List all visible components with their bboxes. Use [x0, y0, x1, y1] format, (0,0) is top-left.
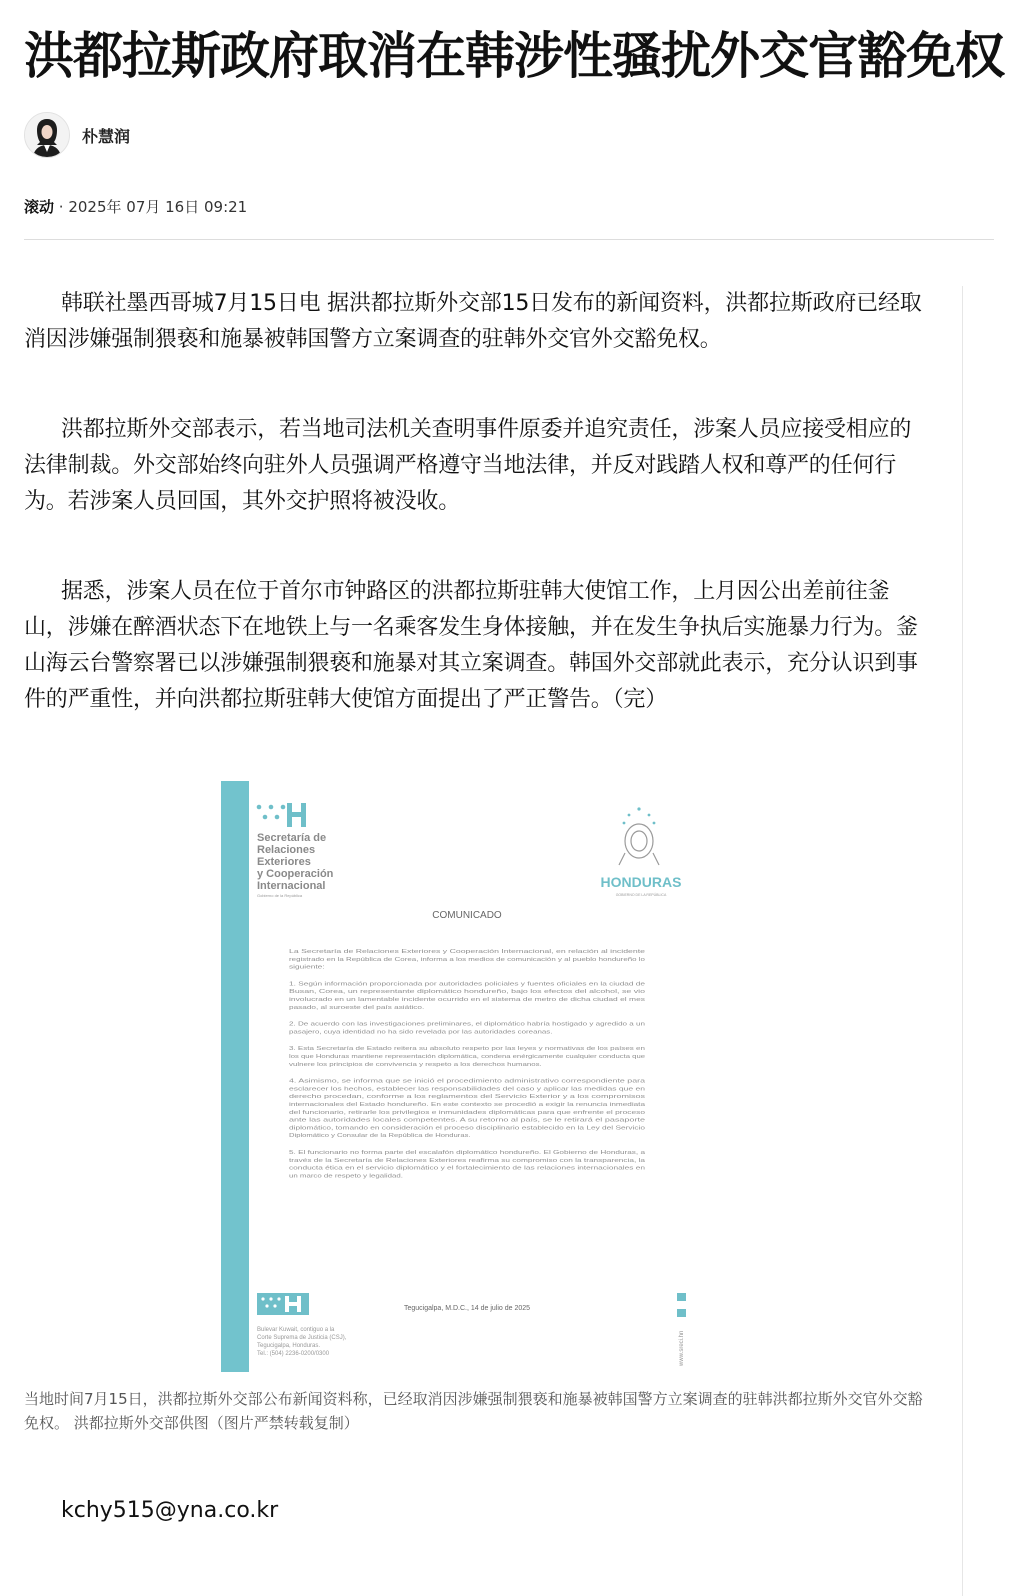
- communique-text-line: siguiente:: [289, 964, 326, 971]
- communique-text-line: involucrado en un lamentable incidente ocurrido en el sistema de metro de dicha ciudad el mes: [289, 997, 646, 1003]
- communique-title: COMUNICADO: [432, 910, 502, 921]
- article-body: [24, 286, 924, 772]
- communique-text-line: 2. De acuerdo con las investigaciones preliminares, el diplomático habría hostigado y agredido a un: [289, 1021, 645, 1028]
- communique-text-line: diplomático, tomando en consideración el proceso disciplinario establecido en la Ley del Servicio: [289, 1125, 645, 1132]
- communique-place-date: Tegucigalpa, M.D.C., 14 de julio de 2025: [403, 1305, 531, 1312]
- communique-text-line: del funcionario, retirarle los privilegios e inmunidades diplomáticas para que enfrente el proceso: [289, 1109, 645, 1116]
- communique-text-line: internacionales del Estado hondureño. En este contexto se procedió a exigir la renuncia inmediata: [289, 1102, 647, 1108]
- communique-text-line: 3. Esta Secretaría de Estado reitera su absoluto respeto por las leyes y normativas de los países en: [289, 1046, 645, 1053]
- article-meta: [24, 196, 247, 217]
- article-paragraph-1: 韩联社墨西哥城7月15日电 据洪都拉斯外交部15日发布的新闻资料，洪都拉斯政府已经取消因涉嫌强制猥亵和施暴被韩国警方立案调查的驻韩外交官外交豁免权。: [24, 291, 922, 352]
- letterhead-line-1: Secretaría de: [257, 832, 327, 844]
- communique-text-line: 4. Asimismo, se informa que se inició el procedimiento administrativo correspondiente para: [289, 1078, 647, 1085]
- category-link[interactable]: 滚动: [24, 198, 55, 216]
- meta-separator: ·: [54, 198, 69, 216]
- communique-document: [221, 781, 693, 1372]
- communique-text-line: 5. El funcionario no forma parte del escalafón diplomático hondureño. El Gobierno de Honduras, a: [289, 1150, 647, 1156]
- letterhead-sub: Gobierno de la República: [257, 893, 303, 898]
- author-block[interactable]: [24, 112, 130, 158]
- article-headline: 洪都拉斯政府取消在韩涉性骚扰外交官豁免权: [24, 27, 1004, 85]
- communique-text-line: ante las autoridades locales competentes. A su retorno al país, se le retirará el pasaporte: [289, 1117, 645, 1124]
- honduras-logo-text: HONDURAS: [600, 874, 682, 890]
- article-photo[interactable]: [221, 781, 693, 1372]
- communique-text-line: vulnere los principios de convivencia y respeto a los derechos humanos.: [289, 1061, 543, 1068]
- communique-text-line: través de la Secretaría de Relaciones Exteriores reafirma su compromiso con la transparencia, la: [289, 1157, 647, 1164]
- honduras-coat-of-arms-icon: [619, 807, 659, 865]
- publish-datetime: 2025年 07月 16日 09:21: [68, 198, 248, 216]
- communique-text-line: registrado en la República de Corea, informa a los medios de comunicación y al pueblo hondureño lo: [289, 956, 645, 963]
- footer-address-1: Bulevar Kuwait, contiguo a la: [257, 1327, 335, 1333]
- communique-text-line: pasajero, cuya identidad no ha sido revelada por las autoridades coreanas.: [289, 1029, 554, 1036]
- letterhead-line-2: Relaciones: [257, 844, 316, 856]
- communique-text-line: derecho procedan, conforme a los reglamentos del Servicio Exterior y a los compromisos: [289, 1094, 646, 1101]
- photo-caption: 当地时间7月15日，洪都拉斯外交部公布新闻资料称，已经取消因涉嫌强制猥亵和施暴被韩国警方立案调查的驻韩洪都拉斯外交官外交豁免权。 洪都拉斯外交部供图（图片严禁转载复制）: [24, 1390, 923, 1432]
- header-divider: [24, 239, 994, 240]
- communique-text-line: esclarecer los hechos, establecer las responsabilidades del caso y aplicar las medidas que en: [289, 1086, 645, 1093]
- communique-text-line: conducta ética en el servicio diplomático y el fortalecimiento de las relaciones internacionales en: [289, 1165, 645, 1172]
- person-icon: [25, 113, 69, 157]
- communique-text-line: un marco de respeto y legalidad.: [289, 1173, 404, 1180]
- content-right-border: [962, 286, 963, 1596]
- footer-url: www.sreci.hn: [679, 1330, 685, 1366]
- honduras-logo-sub: GOBIERNO DE LA REPÚBLICA: [615, 893, 667, 897]
- letterhead-line-4: y Cooperación: [257, 868, 334, 880]
- communique-text-line: pasado, al suroeste del país asiático.: [289, 1004, 425, 1011]
- footer-address-3: Tegucigalpa, Honduras.: [257, 1343, 321, 1349]
- communique-text-line: Diplomático y Consular de la República de Honduras.: [289, 1133, 472, 1140]
- letterhead-line-5: Internacional: [257, 880, 326, 892]
- footer-address-4: Tel.: (504) 2236-0200/0300: [257, 1351, 330, 1357]
- letterhead-line-3: Exteriores: [257, 856, 311, 868]
- author-avatar[interactable]: [24, 112, 70, 158]
- footer-address-2: Corte Suprema de Justicia (CSJ),: [257, 1335, 347, 1341]
- author-name[interactable]: 朴慧润: [82, 126, 131, 146]
- article-paragraph-3: 据悉，涉案人员在位于首尔市钟路区的洪都拉斯驻韩大使馆工作，上月因公出差前往釜山，涉嫌在醉酒状态下在地铁上与一名乘客发生身体接触，并在发生争执后实施暴力行为。釜山海云台警察署已以涉嫌强制猥亵和施暴对其立案调查。韩国外交部就此表示，充分认识到事件的严重性，并向洪都拉斯驻韩大使馆方面提出了严正警告。（完）: [24, 579, 918, 712]
- communique-text-line: los que Honduras mantiene representación diplomática, condena enérgicamente cualquier conducta que: [289, 1054, 645, 1060]
- communique-text-line: La Secretaría de Relaciones Exteriores y Cooperación Internacional, en relación al incidente: [289, 949, 645, 955]
- communique-text-line: Busan, Corea, un representante diplomático hondureño, bajo los efectos del alcohol, se vio: [289, 989, 645, 996]
- communique-text-line: 1. Según información proporcionada por autoridades policiales y fuentes oficiales en la ciudad de: [289, 981, 645, 988]
- article-paragraph-2: 洪都拉斯外交部表示，若当地司法机关查明事件原委并追究责任，涉案人员应接受相应的法律制裁。外交部始终向驻外人员强调严格遵守当地法律，并反对践踏人权和尊严的任何行为。若涉案人员回国，其外交护照将被没收。: [24, 417, 912, 514]
- reporter-email[interactable]: kchy515@yna.co.kr: [61, 1498, 279, 1523]
